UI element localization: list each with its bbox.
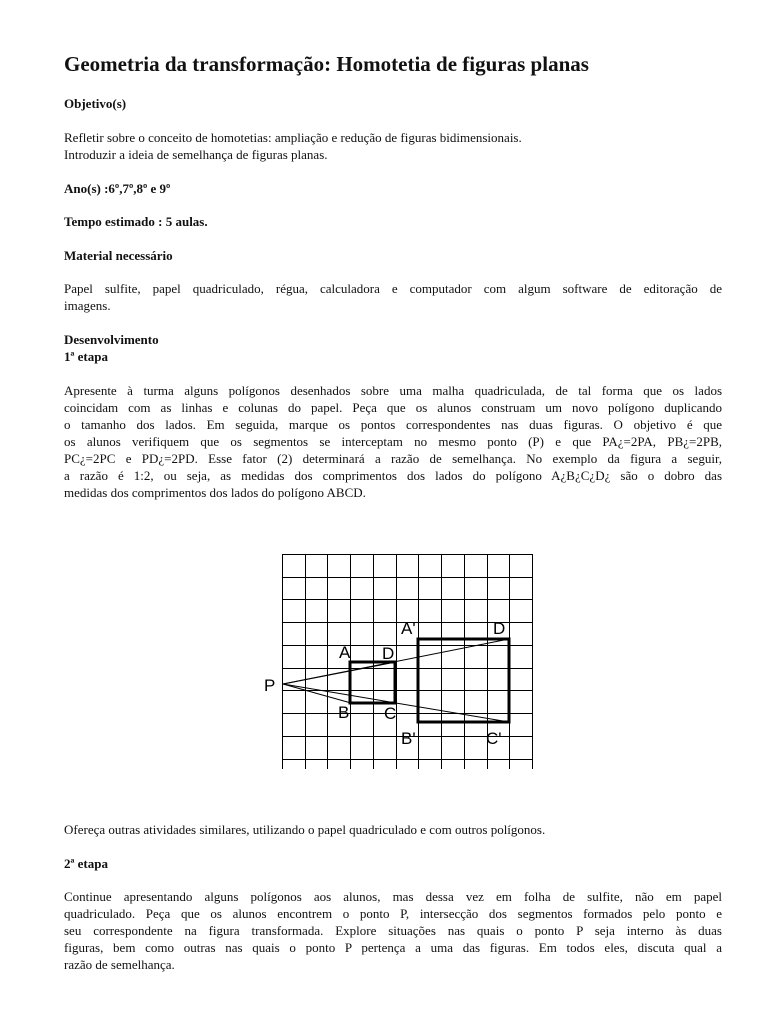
document-title: Geometria da transformação: Homotetia de figuras planas bbox=[64, 52, 589, 76]
label-a: A bbox=[339, 643, 351, 662]
etapa1-heading: 1ª etapa bbox=[64, 349, 108, 364]
label-c2: C' bbox=[486, 729, 502, 748]
etapa1-line-5: PC¿=2PC e PD¿=2PD. Esse fator (2) determinará a razão de semelhança. No exemplo da figura a seguir, bbox=[64, 451, 722, 466]
etapa1-line-6: a razão é 1:2, ou seja, as medidas dos comprimentos dos lados do polígono A¿B¿C¿D¿ são o dobro das bbox=[64, 468, 722, 483]
material-line-1: Papel sulfite, papel quadriculado, régua, calculadora e computador com algum software de editoração de bbox=[64, 281, 722, 296]
material-heading: Material necessário bbox=[64, 248, 173, 263]
etapa2-heading: 2ª etapa bbox=[64, 856, 108, 871]
after-figure-text: Ofereça outras atividades similares, utilizando o papel quadriculado e com outros polígonos. bbox=[64, 822, 546, 837]
etapa1-line-7: medidas dos comprimentos dos lados do polígono ABCD. bbox=[64, 485, 366, 500]
etapa1-line-3: o tamanho dos lados. Em seguida, marque os pontos correspondentes nas duas figuras. O objetivo é que bbox=[64, 417, 722, 432]
etapa1-line-2: coincidam com as linhas e colunas do papel. Peça que os alunos construam um novo polígono duplicando bbox=[64, 400, 722, 415]
etapa2-line-1: Continue apresentando alguns polígonos aos alunos, mas dessa vez em folha de sulfite, não em papel bbox=[64, 889, 722, 904]
ano-heading: Ano(s) :6º,7º,8º e 9º bbox=[64, 181, 171, 196]
label-d2: D bbox=[493, 619, 506, 638]
etapa2-line-2: quadriculado. Peça que os alunos encontrem o ponto P, intersecção dos segmentos formados pelo ponto e bbox=[64, 906, 722, 921]
objetivo-line-1: Refletir sobre o conceito de homotetias: ampliação e redução de figuras bidimensionais. bbox=[64, 130, 522, 145]
tempo-heading: Tempo estimado : 5 aulas. bbox=[64, 214, 208, 229]
etapa1-line-1: Apresente à turma alguns polígonos desenhados sobre uma malha quadriculada, de tal forma que os lados bbox=[64, 383, 722, 398]
polygon-a2b2c2d2 bbox=[418, 639, 509, 722]
label-c: C bbox=[384, 704, 397, 723]
label-a2: A' bbox=[401, 619, 416, 638]
label-b: B bbox=[338, 703, 350, 722]
etapa2-line-3: seu correspondente na figura transformada. Explore situações nas quais o ponto P seja interno às duas bbox=[64, 923, 722, 938]
etapa1-paragraph bbox=[64, 382, 722, 501]
label-b2: B' bbox=[401, 729, 416, 748]
desenvolvimento-heading: Desenvolvimento bbox=[64, 332, 159, 347]
material-text bbox=[64, 280, 722, 314]
etapa2-line-4: figuras, bem como outras nas quais o ponto P pertença a uma das figuras. Em todos eles, discuta qual a bbox=[64, 940, 722, 955]
label-d: D bbox=[382, 644, 395, 663]
objetivo-heading: Objetivo(s) bbox=[64, 96, 127, 111]
ray-p-d bbox=[283, 662, 396, 684]
objetivo-line-2: Introduzir a ideia de semelhança de figuras planas. bbox=[64, 147, 328, 162]
etapa2-line-5: razão de semelhança. bbox=[64, 957, 175, 972]
material-line-2: imagens. bbox=[64, 298, 111, 313]
objetivo-text bbox=[64, 129, 722, 163]
etapa2-paragraph bbox=[64, 888, 722, 973]
etapa1-line-4: os alunos verifiquem que os segmentos se interceptam no mesmo ponto (P) e que PA¿=2PA, PB¿=2PB, bbox=[64, 434, 722, 449]
label-p: P bbox=[264, 676, 276, 695]
homothety-figure bbox=[216, 551, 534, 769]
